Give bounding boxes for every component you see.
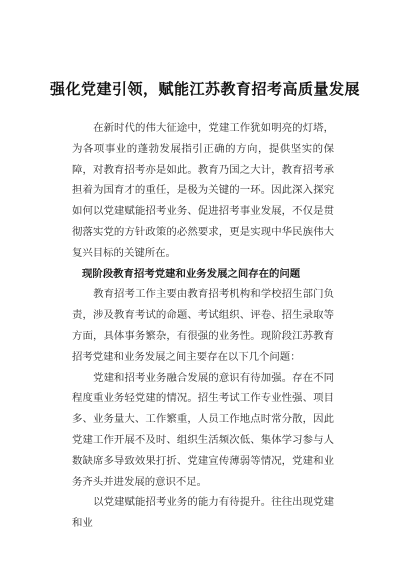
body-paragraph-2-text: 党建和招考业务融合发展的意识有待加强。存在不同程度重业务轻党建的情况。招生考试工作专业性强、项目多、业务量大、工作繁重，人员工作地点时常分散，因此党建工作开展不及时、组织生活频次低、集体学习参与人数缺席多导致效果打折、党建宣传薄弱等情况，党建和业务齐头并进发展的意识不足。 (72, 371, 334, 488)
body-paragraph-1 (72, 284, 334, 367)
body-paragraph-3 (72, 492, 334, 534)
body-paragraph-3-text: 以党建赋能招考业务的能力有待提升。往往出现党建和业 (72, 496, 334, 530)
document-title: 强化党建引领，赋能江苏教育招考高质量发展 (49, 80, 360, 98)
body-paragraph-1-text: 教育招考工作主要由教育招考机构和学校招生部门负责，涉及教育考试的命题、考试组织、评卷、招生录取等方面，具体事务繁杂，有很强的业务性。现阶段江苏教育招考党建和业务发展之间主要存在以下几个问题： (72, 288, 334, 363)
document-body (72, 118, 334, 534)
section-heading: 现阶段教育招考党建和业务发展之间存在的问题 (82, 267, 301, 280)
intro-paragraph (72, 118, 334, 264)
body-paragraph-2 (72, 368, 334, 493)
intro-paragraph-text: 在新时代的伟大征途中，党建工作犹如明亮的灯塔，为各项事业的蓬勃发展指引正确的方向，提供坚实的保障，对教育招考亦是如此。教育乃国之大计，教育招考承担着为国育才的重任，是极为关键的一环。因此深入探究如何以党建赋能招考业务、促进招考事业发展，不仅是贯彻落实党的方针政策的必然要求，更是实现中华民族伟大复兴目标的关键所在。 (72, 122, 334, 259)
